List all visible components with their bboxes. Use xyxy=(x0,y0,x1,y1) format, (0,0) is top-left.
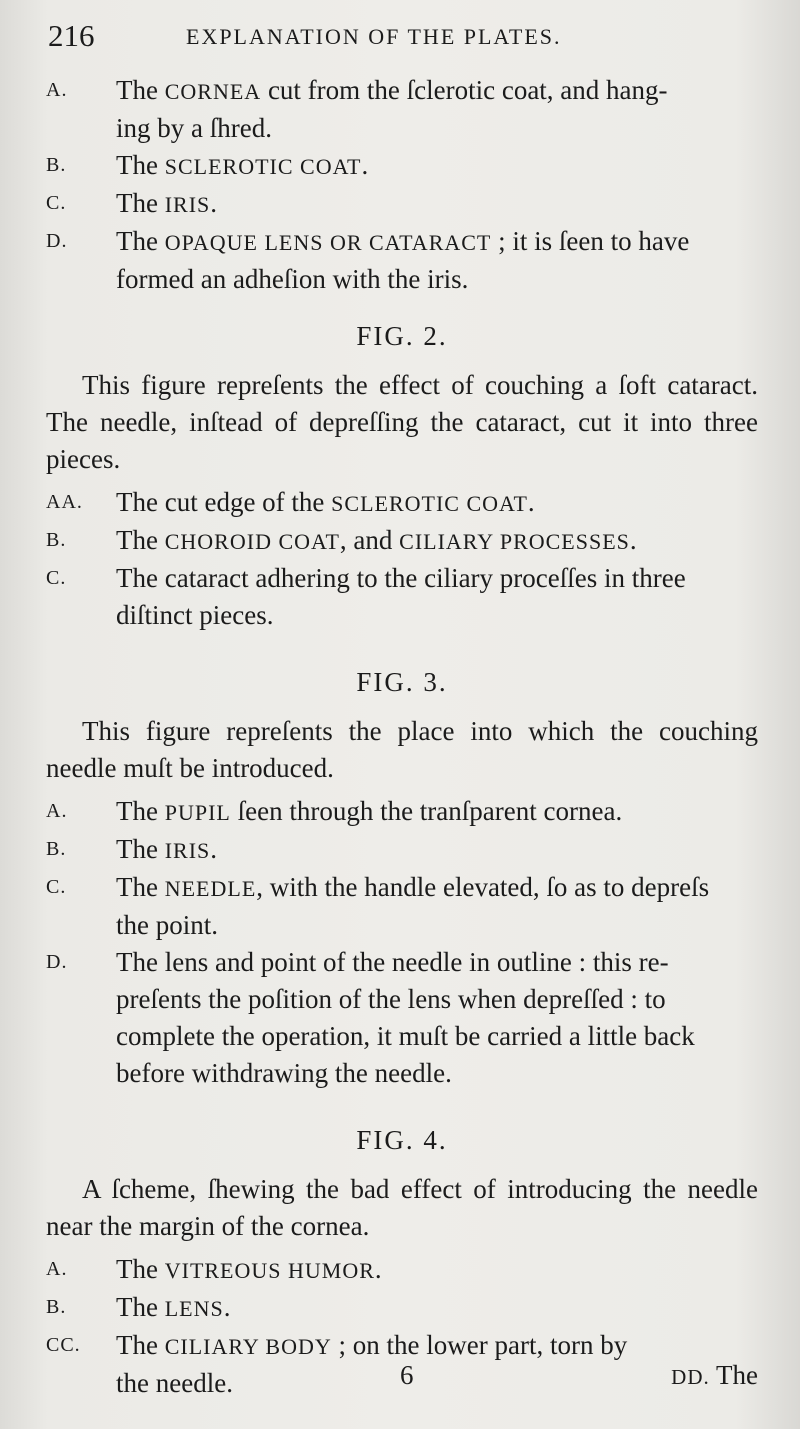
page-footer xyxy=(46,1360,758,1400)
item-label: A. xyxy=(46,800,68,822)
legend-item: CC. The CILIARY BODY ; on the lower part, torn by the needle. xyxy=(46,1327,758,1402)
item-label: B. xyxy=(46,1296,67,1318)
continuation: diſtinct pieces. xyxy=(116,600,274,630)
item-label: C. xyxy=(46,192,67,214)
legend-item: D. The OPAQUE LENS OR CATARACT ; it is ſeen to have formed an adheſion with the iris. xyxy=(46,223,758,298)
item-label: C. xyxy=(46,567,67,589)
item-label: AA. xyxy=(46,491,83,513)
legend-item: B. The IRIS. xyxy=(46,831,758,869)
item-label: A. xyxy=(46,79,68,101)
item-label: B. xyxy=(46,838,67,860)
figure-heading-4: FIG. 4. xyxy=(356,1125,448,1155)
page-number: 216 xyxy=(48,18,95,53)
item-label: B. xyxy=(46,154,67,176)
legend-item: D. The lens and point of the needle in outline : this re- preſents the poſition of the lens when depreſſed : to complete the operation, it muſt be carried a little back before withdrawing the needle. xyxy=(46,944,758,1092)
continuation: formed an adheſion with the iris. xyxy=(116,264,469,294)
figure-heading-2: FIG. 2. xyxy=(356,321,448,351)
signature-mark: 6 xyxy=(400,1360,414,1390)
continuation: the point. xyxy=(116,910,218,940)
page-header xyxy=(48,18,738,58)
legend-section-1 xyxy=(46,72,758,298)
continuation: the needle. xyxy=(116,1368,233,1398)
figure-4-description: A ſcheme, ſhewing the bad effect of introducing the needle near the margin of the cornea. xyxy=(46,1174,758,1241)
running-title: EXPLANATION OF THE PLATES. xyxy=(186,24,562,49)
figure-2-description: This figure repreſents the effect of couching a ſoft cataract. The needle, inſtead of depreſſing the cataract, cut it into three pieces. xyxy=(46,370,758,474)
legend-item: A. The VITREOUS HUMOR. xyxy=(46,1251,758,1289)
legend-item: B. The SCLEROTIC COAT. xyxy=(46,147,758,185)
legend-item: C. The cataract adhering to the ciliary proceſſes in three diſtinct pieces. xyxy=(46,560,758,634)
catchword: DD. The xyxy=(671,1360,758,1390)
item-label: C. xyxy=(46,876,67,898)
continuation: ing by a ſhred. xyxy=(116,113,272,143)
item-label: CC. xyxy=(46,1334,81,1356)
figure-3-description: This figure repreſents the place into which the couching needle muſt be introduced. xyxy=(46,716,758,783)
legend-item: A. The CORNEA cut from the ſclerotic coat, and hang- ing by a ſhred. xyxy=(46,72,758,147)
legend-item: AA. The cut edge of the SCLEROTIC COAT. xyxy=(46,484,758,522)
legend-item: A. The PUPIL ſeen through the tranſparent cornea. xyxy=(46,793,758,831)
item-label: B. xyxy=(46,529,67,551)
legend-item: B. The CHOROID COAT, and CILIARY PROCESSES. xyxy=(46,522,758,560)
legend-item: C. The NEEDLE, with the handle elevated, ſo as to depreſs the point. xyxy=(46,869,758,944)
item-label: D. xyxy=(46,951,68,973)
page-body xyxy=(46,72,758,1402)
item-label: D. xyxy=(46,230,68,252)
continuation: preſents the poſition of the lens when depreſſed : to complete the operation, it muſt be carried a little back before withdrawing the needle. xyxy=(116,984,695,1088)
legend-item: C. The IRIS. xyxy=(46,185,758,223)
figure-heading-3: FIG. 3. xyxy=(356,667,448,697)
item-label: A. xyxy=(46,1258,68,1280)
legend-item: B. The LENS. xyxy=(46,1289,758,1327)
